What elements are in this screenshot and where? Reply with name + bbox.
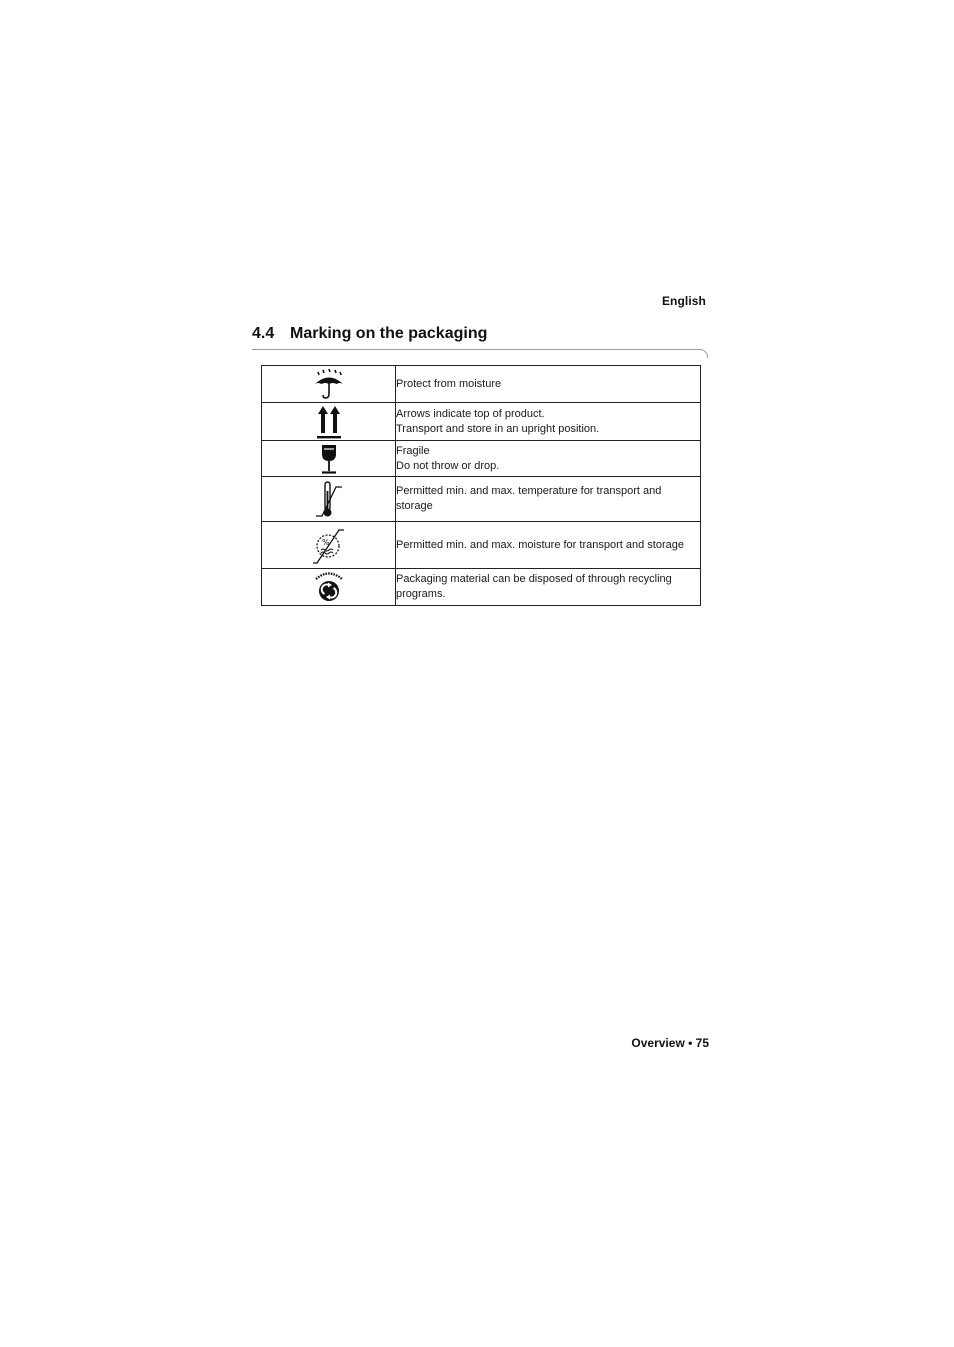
table-row <box>262 403 701 441</box>
marking-description <box>396 522 701 569</box>
marking-description <box>396 569 701 606</box>
language-label: English <box>661 294 706 308</box>
fragile-glass-icon <box>319 443 339 475</box>
symbol-cell <box>262 441 396 477</box>
green-dot-recycling-icon <box>312 570 346 604</box>
description-line: Protect from moisture <box>396 377 502 390</box>
description-line: Transport and store in an upright position. <box>396 422 600 435</box>
description-line: Permitted min. and max. moisture for transport and storage <box>396 538 684 551</box>
packaging-markings-table <box>261 365 701 606</box>
marking-description <box>396 441 701 477</box>
umbrella-icon <box>314 369 344 399</box>
table-row <box>262 522 701 569</box>
description-line: Fragile <box>396 444 430 457</box>
humidity-limit-icon <box>312 525 346 565</box>
table-row <box>262 366 701 403</box>
table-row <box>262 569 701 606</box>
table-row <box>262 441 701 477</box>
section-title: Marking on the packaging <box>290 325 488 342</box>
symbol-cell <box>262 522 396 569</box>
description-line: Packaging material can be disposed of through recycling programs. <box>396 573 672 600</box>
thermometer-limit-icon <box>314 479 344 519</box>
arrows-up-icon <box>316 405 342 439</box>
description-line: Permitted min. and max. temperature for transport and storage <box>396 485 662 512</box>
page-footer: Overview • 75 <box>631 1036 709 1050</box>
heading-rule <box>252 349 700 350</box>
marking-description <box>396 477 701 522</box>
description-line: Do not throw or drop. <box>396 459 500 472</box>
marking-description <box>396 366 701 403</box>
symbol-cell <box>262 477 396 522</box>
marking-description <box>396 403 701 441</box>
symbol-cell <box>262 403 396 441</box>
svg-text:%: % <box>321 538 330 547</box>
heading-rule-corner <box>697 349 708 358</box>
description-line: Arrows indicate top of product. <box>396 407 545 420</box>
symbol-cell <box>262 366 396 403</box>
table-row <box>262 477 701 522</box>
symbol-cell <box>262 569 396 606</box>
section-heading <box>252 325 487 343</box>
section-number: 4.4 <box>252 325 275 342</box>
